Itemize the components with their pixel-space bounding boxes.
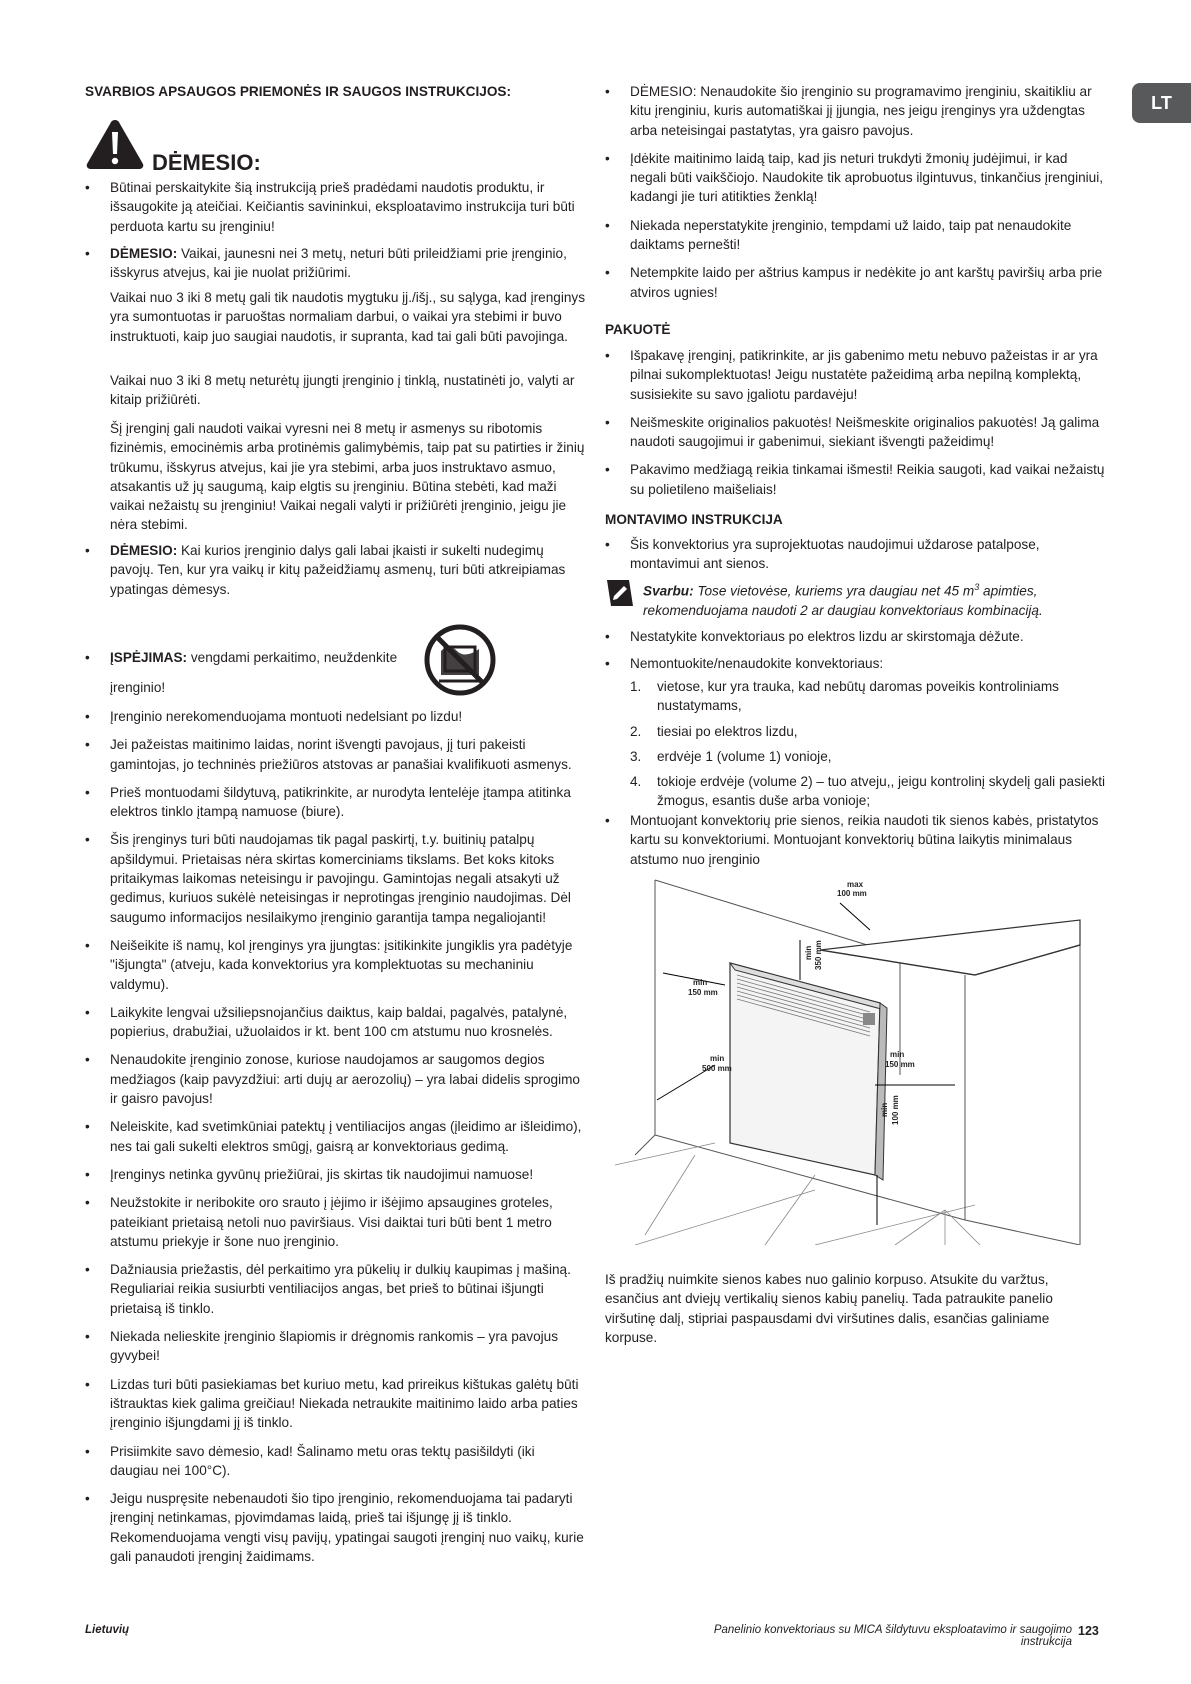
list-item: • Jei pažeistas maitinimo laidas, norint išvengti pavojaus, jį turi pakeisti gamintojas, jo techninės priežiūros atstovas ar panašiai kvalifikuoti asmenys. — [85, 735, 585, 774]
list-item: 4. tokioje erdvėje (volume 2) – tuo atveju,, jeigu kontrolinį skydelį gali pasiekti žmogus, esantis duše arba vonioje; — [630, 774, 1106, 809]
warning-title: DĖMESIO: — [152, 150, 261, 175]
paragraph: Vaikai nuo 3 iki 8 metų neturėtų įjungti įrenginio į tinklą, nustatinėti jo, valyti ar kitaip prižiūrėti. — [110, 373, 575, 408]
numbered-list — [605, 677, 1106, 817]
packaging-heading: PAKUOTĖ — [605, 322, 671, 337]
dim-bottom-min-label: min — [880, 1102, 889, 1117]
dim-left-min-value: 150 mm — [688, 988, 718, 997]
dim-max-value: 100 mm — [837, 889, 867, 898]
list-item: • Niekada neperstatykite įrenginio, tempdami už laido, taip pat nenaudokite daiktams pernešti! — [605, 216, 1106, 255]
list-item: 3. erdvėje 1 (volume 1) vonioje, — [630, 748, 832, 764]
list-item: • Jeigu nuspręsite nebenaudoti šio tipo įrenginio, rekomenduojama tai padaryti įrenginį netinkamas, pjovimdamas laidą, prieš tai išjungę jį iš tinklo. Rekomenduojama vengti visų pavijų, ypatingai saugoti įrenginį nuo vaikų, kurie gali panaudoti įrenginį žaidimams. — [85, 1489, 585, 1566]
list-item: • Laikykite lengvai užsiliepsnojančius daiktus, kaip baldai, pagalvės, patalynė, popierius, drabužiai, užuolaidos ir kt. bent 100 cm atstumu nuo krosnelės. — [85, 1003, 585, 1042]
dim-right-min-value: 150 mm — [885, 1060, 915, 1069]
right-list-top — [605, 82, 1106, 311]
dim-left-min-label: min — [693, 978, 708, 987]
list-item: • Neleiskite, kad svetimkūniai patektų į ventiliacijos angas (įleidimo ar išleidimo), nes tai gali sukelti elektros smūgį, gaisrą ar konvektoriaus gedimą. — [85, 1117, 585, 1156]
paragraph: Šį įrenginį gali naudoti vaikai vyresni nei 8 metų ir asmenys su ribotomis fizinėmis, emocinėmis arba protinėmis galimybėmis, taip pat su patirties ir žinių trūkumu, išskyrus atvejus, kai jie yra stebimi, arba juos instruktavo asmuo, atsakantis už jų saugumą, kaip elgtis su įrenginiu. Būtina stebėti, kad maži vaikai nežaistų su įrenginiu! Vaikai negali valyti ir prižiūrėti įrenginio, jeigu jie nėra stebimi. — [110, 421, 585, 533]
list-item: • Neišmeskite originalios pakuotės! Neišmeskite originalios pakuotės! Ją galima naudoti saugojimui ir gabenimui, siekiant išvengti pažeidimų! — [605, 413, 1106, 452]
list-item: • Šis konvektorius yra suprojektuotas naudojimui uždarose patalpose, montavimui ant sienos. — [605, 535, 1106, 574]
list-item: • Montuojant konvektorių prie sienos, reikia naudoti tik sienos kabės, pristatytos kartu su konvektoriumi. Montuojant konvektorių būtina laikytis minimalaus atstumo nuo įrenginio — [605, 811, 1106, 869]
dim-front-min-value: 500 mm — [702, 1064, 732, 1073]
list-item: • Išpakavę įrenginį, patikrinkite, ar jis gabenimo metu nebuvo pažeistas ir ar yra pilnai sukomplektuotas! Jeigu nustatėte pažeidimą arba nepilną komplektą, susisiekite su savo įgaliotu pardavėju! — [605, 346, 1106, 404]
list-item: • Neišeikite iš namų, kol įrenginys yra įjungtas: įsitikinkite jungiklis yra padėtyje "išjungta" (atveju, kada konvektorius yra komplektuotas su mechaniniu valdymu). — [85, 936, 585, 994]
left-list-burn — [85, 541, 585, 607]
left-list-main — [85, 707, 585, 1575]
list-item: • Įrenginys netinka gyvūnų priežiūrai, jis skirtas tik naudojimui namuose! — [85, 1165, 585, 1184]
list-item: • Prieš montuodami šildytuvą, patikrinkite, ar nurodyta lentelėje įtampa atitinka elektros tinklo įtampą namuose (biure). — [85, 783, 585, 822]
list-item: • DĖMESIO: Nenaudokite šio įrenginio su programavimo įrenginiu, skaitikliu ar kitu įrenginiu, kuris automatiškai jį įjungia, nes jeigu įrenginys yra uždengtas arba neteisingai pastatytas, yra gaisro pavojus. — [605, 82, 1106, 140]
list-item: 1. vietose, kur yra trauka, kad nebūtų daromas poveikis kontroliniams nustatymams, — [630, 679, 1059, 714]
list-item: • Neužstokite ir neribokite oro srauto į įėjimo ir išėjimo apsaugines groteles, pateikiant prietaisą netoli nuo paviršiaus. Visi daiktai turi būti bent 1 metro atstumu priekyje ir šone nuo įrenginio. — [85, 1193, 585, 1251]
packaging-list — [605, 346, 1106, 508]
mounting-list-2 — [605, 627, 1106, 682]
safety-heading: SVARBIOS APSAUGOS PRIEMONĖS IR SAUGOS INSTRUKCIJOS: — [85, 84, 511, 99]
mounting-instructions-text: Iš pradžių nuimkite sienos kabes nuo galinio korpuso. Atsukite du varžtus, esančius ant dviejų vertikalių sienos kabių panelių. Tada patraukite panelio viršutinę dalį, stipriai paspausdami dvi viršutines dalis, esančias galiniame korpuse. — [605, 1272, 1053, 1345]
mounting-heading: MONTAVIMO INSTRUKCIJA — [605, 512, 783, 527]
dim-max-label: max — [847, 880, 864, 889]
list-item: • Pakavimo medžiagą reikia tinkamai išmesti! Reikia saugoti, kad vaikai nežaistų su polietileno maišeliais! — [605, 460, 1106, 499]
mounting-list-1 — [605, 535, 1106, 582]
list-item: • DĖMESIO: Kai kurios įrenginio dalys gali labai įkaisti ir sukelti nudegimų pavojų. Ten, kur yra vaikų ir kitų pažeidžiamų asmenų, turi būti atkreipiamas ypatingas dėmesys. — [85, 541, 585, 599]
list-item: • Šis įrenginys turi būti naudojamas tik pagal paskirtį, t.y. buitinių patalpų apšildymui. Prietaisas nėra skirtas komerciniams tikslams. Bet koks kitoks pritaikymas laikomas neteisingu ir pavojingu. Gamintojas negali atsakyti už gedimus, kuriuos sukėlė neteisingas ir neprotingas įrenginio naudojimas. Dėl saugumo informacijos nesilaikymo įrenginio garantija tampa negaliojanti! — [85, 830, 585, 926]
dim-bottom-min-value: 100 mm — [891, 1095, 900, 1125]
overheat-warning: ĮSPĖJIMAS: vengdami perkaitimo, neuždenkite — [110, 650, 398, 665]
footer-title: Panelinio konvektoriaus su MICA šildytuvu eksploatavimo ir saugojimo instrukcija — [713, 1624, 1072, 1648]
list-item: 2. tiesiai po elektros lizdu, — [630, 723, 798, 739]
important-note: Svarbu: Tose vietovėse, kuriems yra daugiau net 45 $m^3$ apimties, rekomenduojama naudoti 2 ar daugiau konvektoriaus kombinaciją. — [643, 582, 1043, 618]
left-list-top — [85, 178, 585, 290]
dim-top-min-value: 350 mm — [814, 940, 823, 970]
list-item: • Nestatykite konvektoriaus po elektros lizdu ar skirstomąja dėžute. — [605, 627, 1106, 646]
dim-front-min-label: min — [710, 1054, 725, 1063]
list-item: • Lizdas turi būti pasiekiamas bet kuriuo metu, kad prireikus kištukas galėtų būti ištrauktas kiek galima greičiau! Niekada netraukite maitinimo laido arba paties įrenginio išjungdami jį iš tinklo. — [85, 1375, 585, 1433]
dim-right-min-label: min — [890, 1050, 905, 1059]
pencil-note-icon — [605, 578, 635, 608]
do-not-cover-icon — [423, 623, 497, 697]
list-item: • Nemontuokite/nenaudokite konvektoriaus: — [605, 654, 1106, 673]
list-item: • Dažniausia priežastis, dėl perkaitimo yra pūkelių ir dulkių kaupimas į mašiną. Reguliariai reikia susiurbti ventiliacijos angas, bet prieš to būtinai išjungti prietaisą iš tinklo. — [85, 1260, 585, 1318]
list-item: • Įdėkite maitinimo laidą taip, kad jis neturi trukdyti žmonių judėjimui, ir kad negali būti vaikščiojo. Naudokite tik aprobuotus ilgintuvus, tinkančius įrenginiui, kadangi jie turi atitikties ženklą! — [605, 149, 1106, 207]
overheat-warning-cont: įrenginio! — [110, 680, 166, 695]
page-number: 123 — [1078, 1624, 1099, 1638]
list-item: • Nenaudokite įrenginio zonose, kuriose naudojamos ar saugomos degios medžiagos (kaip pavyzdžiui: arti dujų ar aerozolių) – yra labai didelis sprogimo ir gaisro pavojus! — [85, 1050, 585, 1108]
list-item: • Prisiimkite savo dėmesio, kad! Šalinamo metu oras tektų pasišildyti (iki daugiau nei 100°C). — [85, 1442, 585, 1481]
footer-language: Lietuvių — [85, 1624, 130, 1636]
language-tab: LT — [1132, 83, 1191, 123]
mounting-distances-diagram — [615, 875, 1105, 1245]
paragraph: Vaikai nuo 3 iki 8 metų gali tik naudotis mygtuku įj./išj., su sąlyga, kad įrenginys yra sumontuotas ir paruoštas normaliam darbui, o vaikai yra stebimi ir buvo instruktuoti, kaip juo saugiai naudotis, ir supranta, kad tai gali būti pavojinga. — [110, 290, 586, 344]
list-item: • Niekada nelieskite įrenginio šlapiomis ir drėgnomis rankomis – yra pavojus gyvybei! — [85, 1327, 585, 1366]
list-item: • Būtinai perskaitykite šią instrukciją prieš pradėdami naudotis produktu, ir išsaugokite ją ateičiai. Keičiantis savininkui, eksploatavimo instrukcija turi būti perduota kartu su įrenginiu! — [85, 178, 585, 236]
list-item: • DĖMESIO: Vaikai, jaunesni nei 3 metų, neturi būti prileidžiami prie įrenginio, išskyrus atvejus, kai jie nuolat prižiūrimi. — [85, 244, 585, 283]
list-item: • Netempkite laido per aštrius kampus ir nedėkite jo ant karštų paviršių arba prie atviros ugnies! — [605, 263, 1106, 302]
warning-triangle-icon — [85, 118, 145, 170]
dim-top-min-label: min — [804, 945, 813, 960]
list-item: • Įrenginio nerekomenduojama montuoti nedelsiant po lizdu! — [85, 707, 585, 726]
mounting-list-3 — [605, 811, 1106, 877]
